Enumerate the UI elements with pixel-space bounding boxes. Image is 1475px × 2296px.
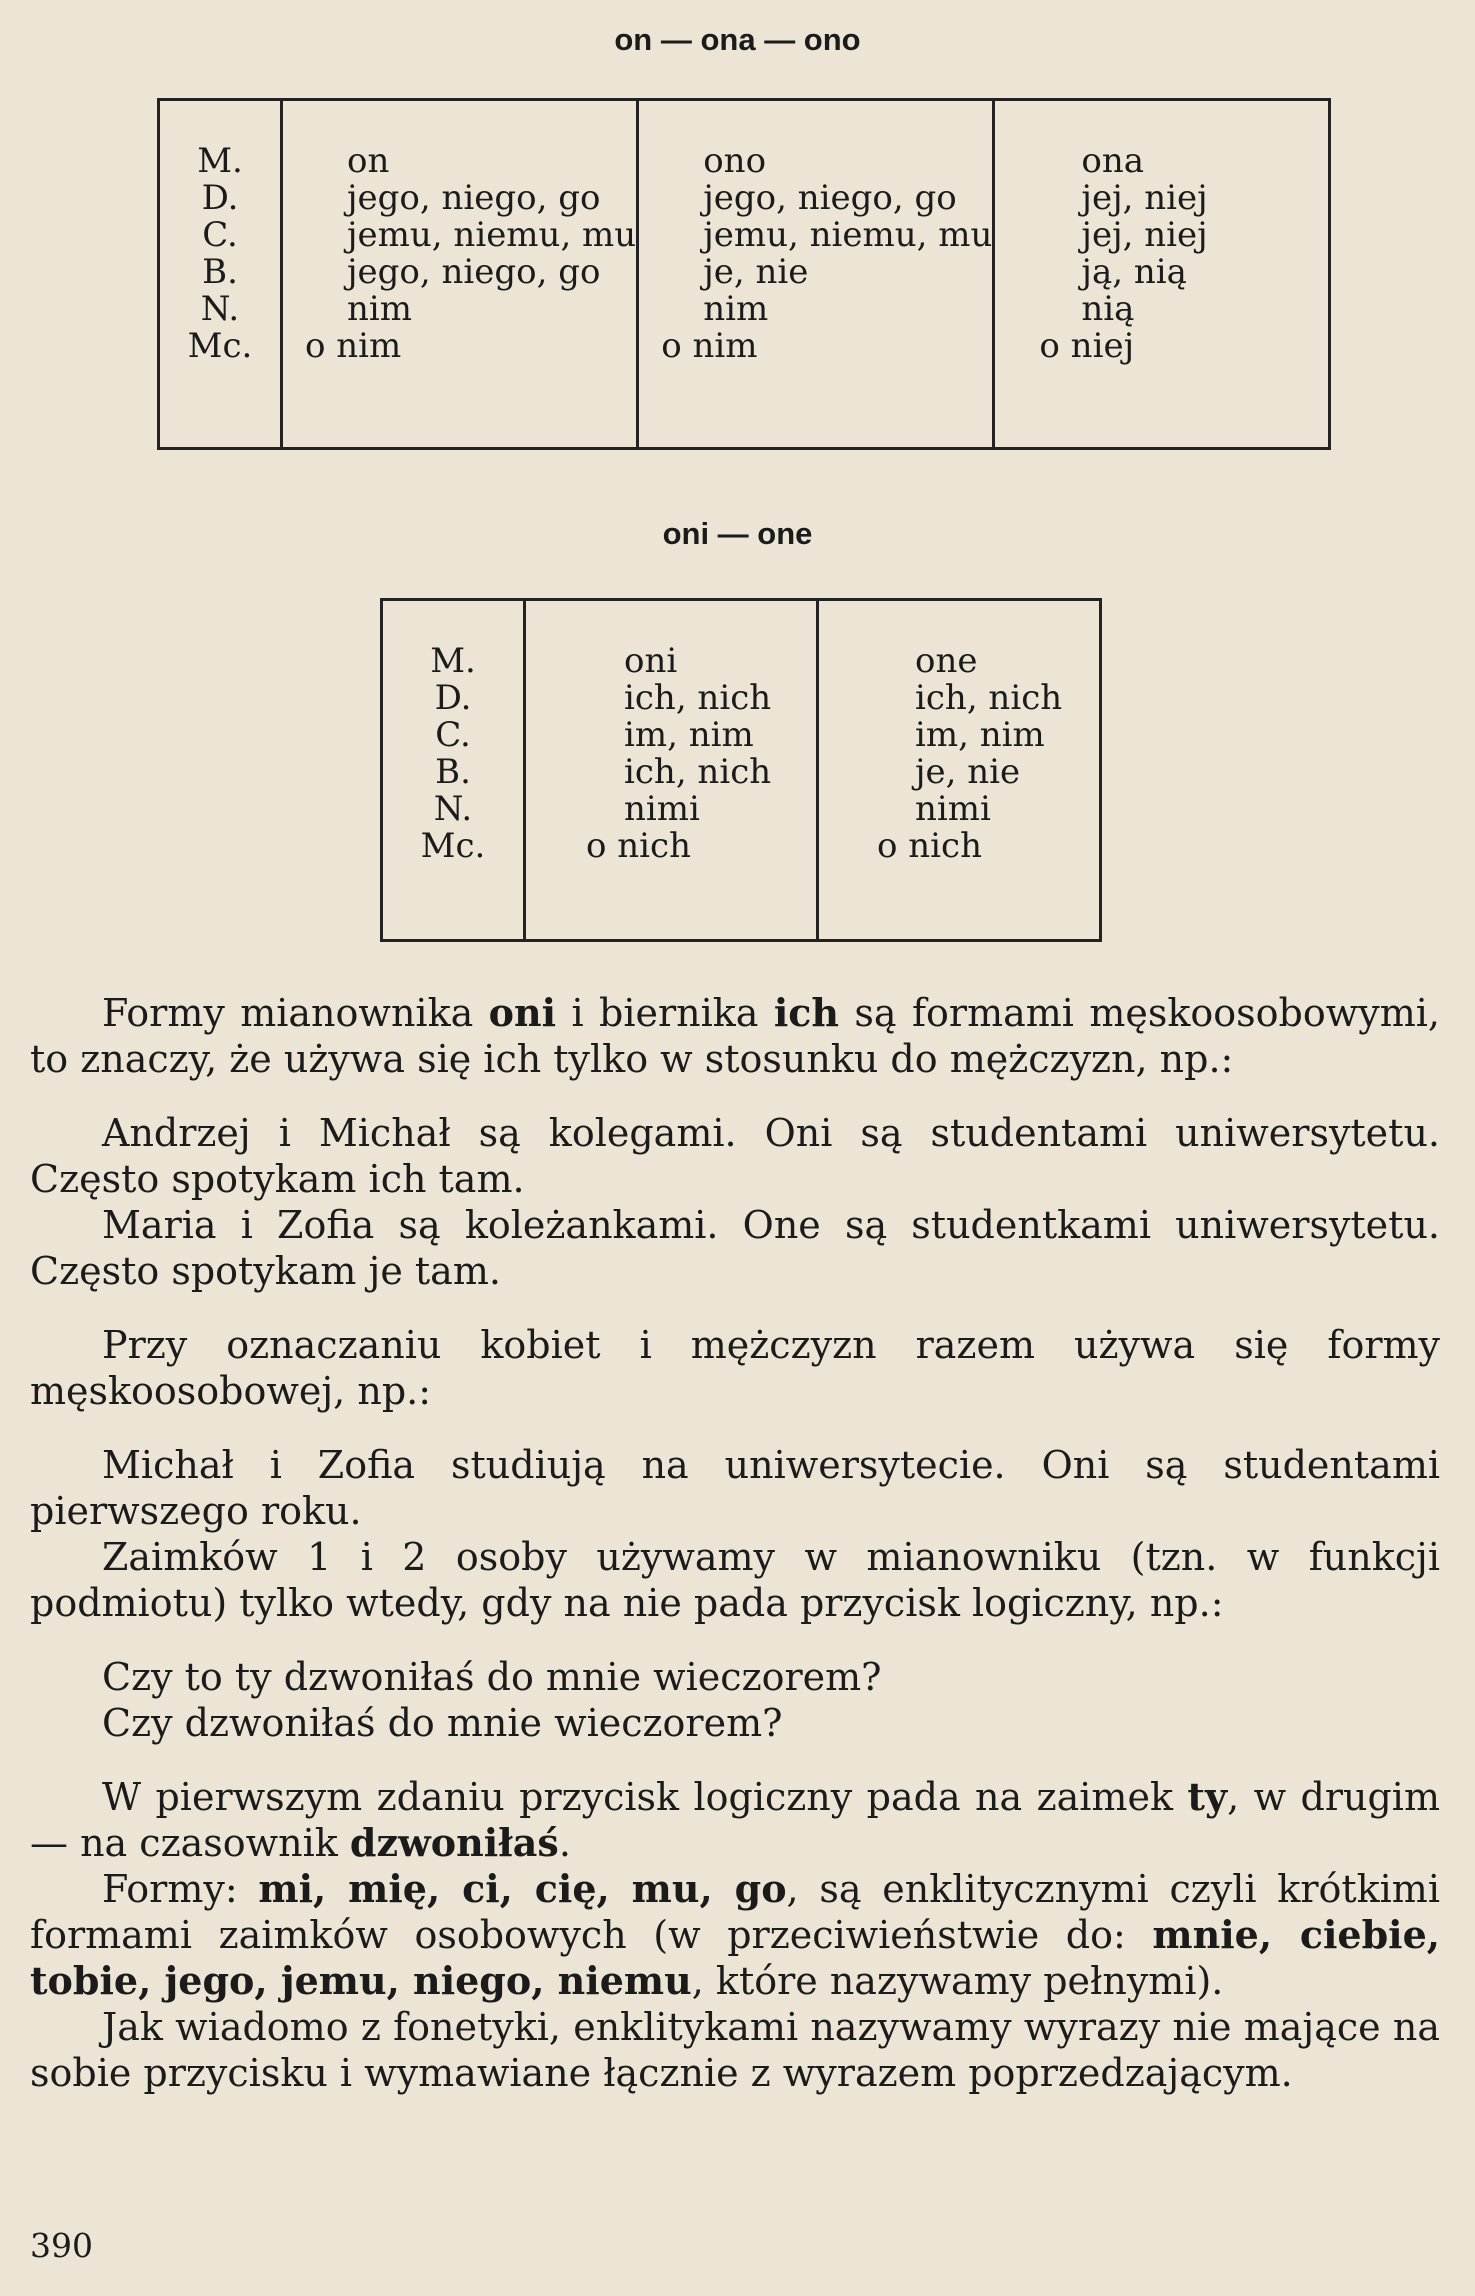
case-label: Mc. <box>420 826 486 866</box>
example-sentence: Czy to ty dzwoniłaś do mnie wieczorem? <box>102 1655 882 1699</box>
case-label: M. <box>430 641 476 681</box>
form-cell: o nim <box>305 326 402 366</box>
form-cell: nimi <box>915 789 991 829</box>
form-cell: ją, nią <box>1081 252 1187 292</box>
paragraph-enclitic-forms: Formy: mi, mię, ci, cię, mu, go, są enklitycznymi czyli krótkimi formami zaimków osobowych (w przeciwieństwie do: mnie, ciebie, tobie, jego, jemu, niego, niemu, które nazywamy pełnymi). <box>30 1866 1440 2003</box>
example-sentence: Maria i Zofia są koleżankami. One są studentkami uniwersytetu. Często spotykam je tam. <box>30 1203 1440 1293</box>
column-ono <box>638 100 994 449</box>
form-cell: jego, niego, go <box>347 178 601 218</box>
form-cell: jego, niego, go <box>703 178 957 218</box>
case-column <box>159 100 282 449</box>
form-cell: jemu, niemu, mu <box>703 215 993 255</box>
case-label: M. <box>197 141 243 181</box>
form-cell: ich, nich <box>624 752 772 792</box>
paragraph-mixed-group: Przy oznaczaniu kobiet i mężczyzn razem używa się formy męskoosobowej, np.: <box>30 1323 1440 1413</box>
paragraph-logical-stress: W pierwszym zdaniu przycisk logiczny pada na zaimek ty, w drugim — na czasownik dzwoniłaś. <box>30 1774 1440 1865</box>
case-label: N. <box>433 789 473 829</box>
example-sentence: Michał i Zofia studiują na uniwersytecie. Oni są studentami pierwszego roku. <box>30 1443 1440 1533</box>
table1-heading: on — ona — ono <box>614 22 861 57</box>
column-on <box>282 100 638 449</box>
main-text <box>30 990 1440 2096</box>
form-cell: jej, niej <box>1081 215 1208 255</box>
column-ona <box>994 100 1330 449</box>
declension-table-plural <box>380 598 1102 942</box>
form-cell: on <box>347 141 390 181</box>
example-sentence: Andrzej i Michał są kolegami. Oni są studentami uniwersytetu. Często spotykam ich tam. <box>30 1111 1440 1201</box>
column-one <box>818 600 1101 941</box>
case-label: D. <box>201 178 239 218</box>
case-column <box>382 600 525 941</box>
form-cell: o nim <box>661 326 758 366</box>
case-label: B. <box>202 252 238 292</box>
paragraph-enclitics-definition: Jak wiadomo z fonetyki, enklitykami nazywamy wyrazy nie mające na sobie przycisku i wymawiane łącznie z wyrazem poprzedzającym. <box>30 2005 1440 2095</box>
form-cell: nim <box>347 289 413 329</box>
declension-table-singular <box>157 98 1331 450</box>
form-cell: nią <box>1081 289 1135 329</box>
case-label: Mc. <box>187 326 253 366</box>
example-sentence: Czy dzwoniłaś do mnie wieczorem? <box>102 1701 783 1745</box>
table2-heading: oni — one <box>662 516 813 551</box>
form-cell: o nich <box>586 826 691 866</box>
form-cell: ona <box>1081 141 1145 181</box>
form-cell: o nich <box>877 826 982 866</box>
case-label: N. <box>200 289 240 329</box>
form-cell: jej, niej <box>1081 178 1208 218</box>
form-cell: o niej <box>1039 326 1135 366</box>
form-cell: oni <box>624 641 678 681</box>
case-label: C. <box>202 215 238 255</box>
form-cell: ich, nich <box>624 678 772 718</box>
form-cell: je, nie <box>915 752 1021 792</box>
form-cell: one <box>915 641 978 681</box>
form-cell: im, nim <box>915 715 1045 755</box>
form-cell: jego, niego, go <box>347 252 601 292</box>
form-cell: im, nim <box>624 715 754 755</box>
case-label: B. <box>435 752 471 792</box>
form-cell: je, nie <box>703 252 809 292</box>
form-cell: ich, nich <box>915 678 1063 718</box>
paragraph-nominative-usage: Zaimków 1 i 2 osoby używamy w mianowniku (tzn. w funkcji podmiotu) tylko wtedy, gdy na nie pada przycisk logiczny, np.: <box>30 1535 1440 1625</box>
case-label: C. <box>435 715 471 755</box>
column-oni <box>525 600 818 941</box>
form-cell: nimi <box>624 789 700 829</box>
form-cell: jemu, niemu, mu <box>347 215 637 255</box>
page-number: 390 <box>30 2226 93 2265</box>
paragraph-masculine-personal: Formy mianownika oni i biernika ich są formami męskoosobowymi, to znaczy, że używa się ich tylko w stosunku do mężczyzn, np.: <box>30 990 1440 1081</box>
case-label: D. <box>434 678 472 718</box>
form-cell: ono <box>703 141 767 181</box>
form-cell: nim <box>703 289 769 329</box>
